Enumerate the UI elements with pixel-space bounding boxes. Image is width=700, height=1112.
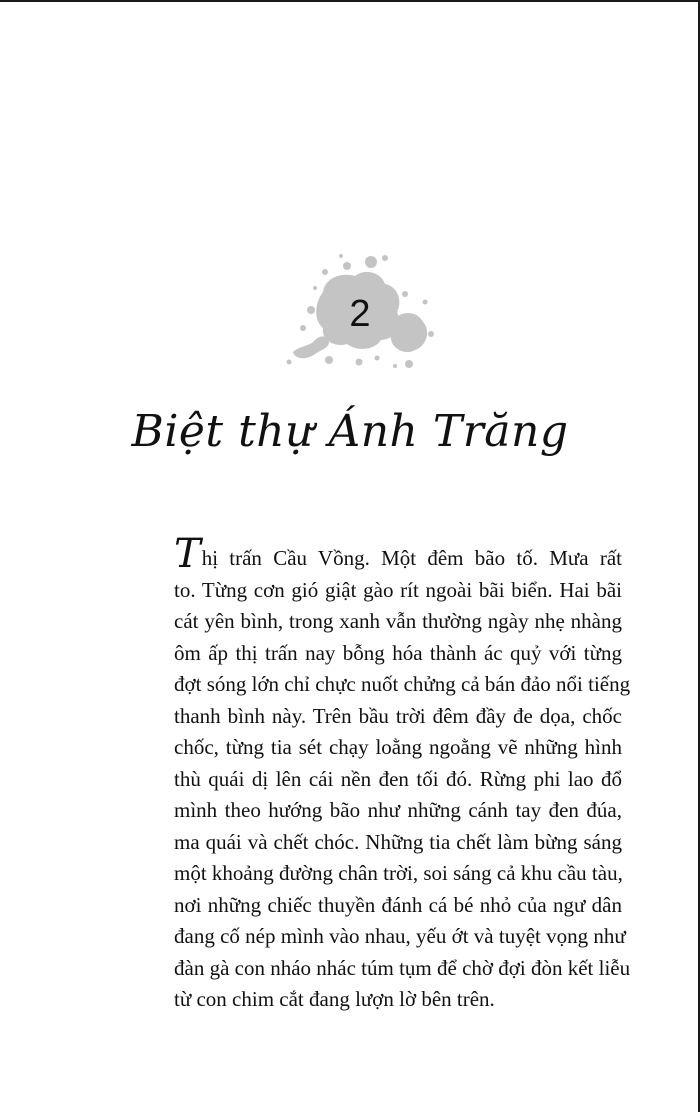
chapter-title: Biệt thự Ánh Trăng	[131, 406, 569, 457]
chapter-paragraph	[174, 531, 631, 1016]
text-line: mình theo hướng bão như những cánh tay đen đúa,	[174, 798, 622, 822]
text-line: thù quái dị lên cái nền đen tối đó. Rừng phi lao đổ	[174, 766, 622, 791]
text-line: nơi những chiếc thuyền đánh cá bé nhỏ của ngư dân	[174, 892, 622, 917]
text-line: đang cố nép mình vào nhau, yếu ớt và tuyệt vọng như	[174, 924, 626, 948]
text-line: Thị trấn Cầu Vồng. Một đêm bão tố. Mưa rất	[174, 531, 622, 577]
chapter-number: 2	[349, 293, 371, 335]
text-line: thanh bình này. Trên bầu trời đêm đầy đe dọa, chốc	[174, 703, 622, 728]
text-line: chốc, từng tia sét chạy loằng ngoằng vẽ những hình	[174, 735, 622, 759]
drop-cap: T	[174, 531, 201, 577]
chapter-mark	[285, 250, 435, 380]
text-line: ma quái và chết chóc. Những tia chết làm bừng sáng	[174, 829, 622, 854]
text-line: từ con chim cắt đang lượn lờ bên trên.	[174, 987, 495, 1011]
text-line: ôm ấp thị trấn nay bỗng hóa thành ác quỷ với từng	[174, 640, 622, 665]
text-line: đợt sóng lớn chỉ chực nuốt chửng cả bán đảo nổi tiếng	[174, 672, 631, 696]
text-line: một khoảng đường chân trời, soi sáng cả khu cầu tàu,	[174, 861, 623, 885]
text-line: đàn gà con nháo nhác túm tụm để chờ đợi đòn kết liễu	[174, 955, 631, 980]
text-line: to. Từng cơn gió giật gào rít ngoài bãi biển. Hai bãi	[174, 577, 622, 602]
text-line: cát yên bình, trong xanh vẫn thường ngày nhẹ nhàng	[174, 609, 622, 633]
